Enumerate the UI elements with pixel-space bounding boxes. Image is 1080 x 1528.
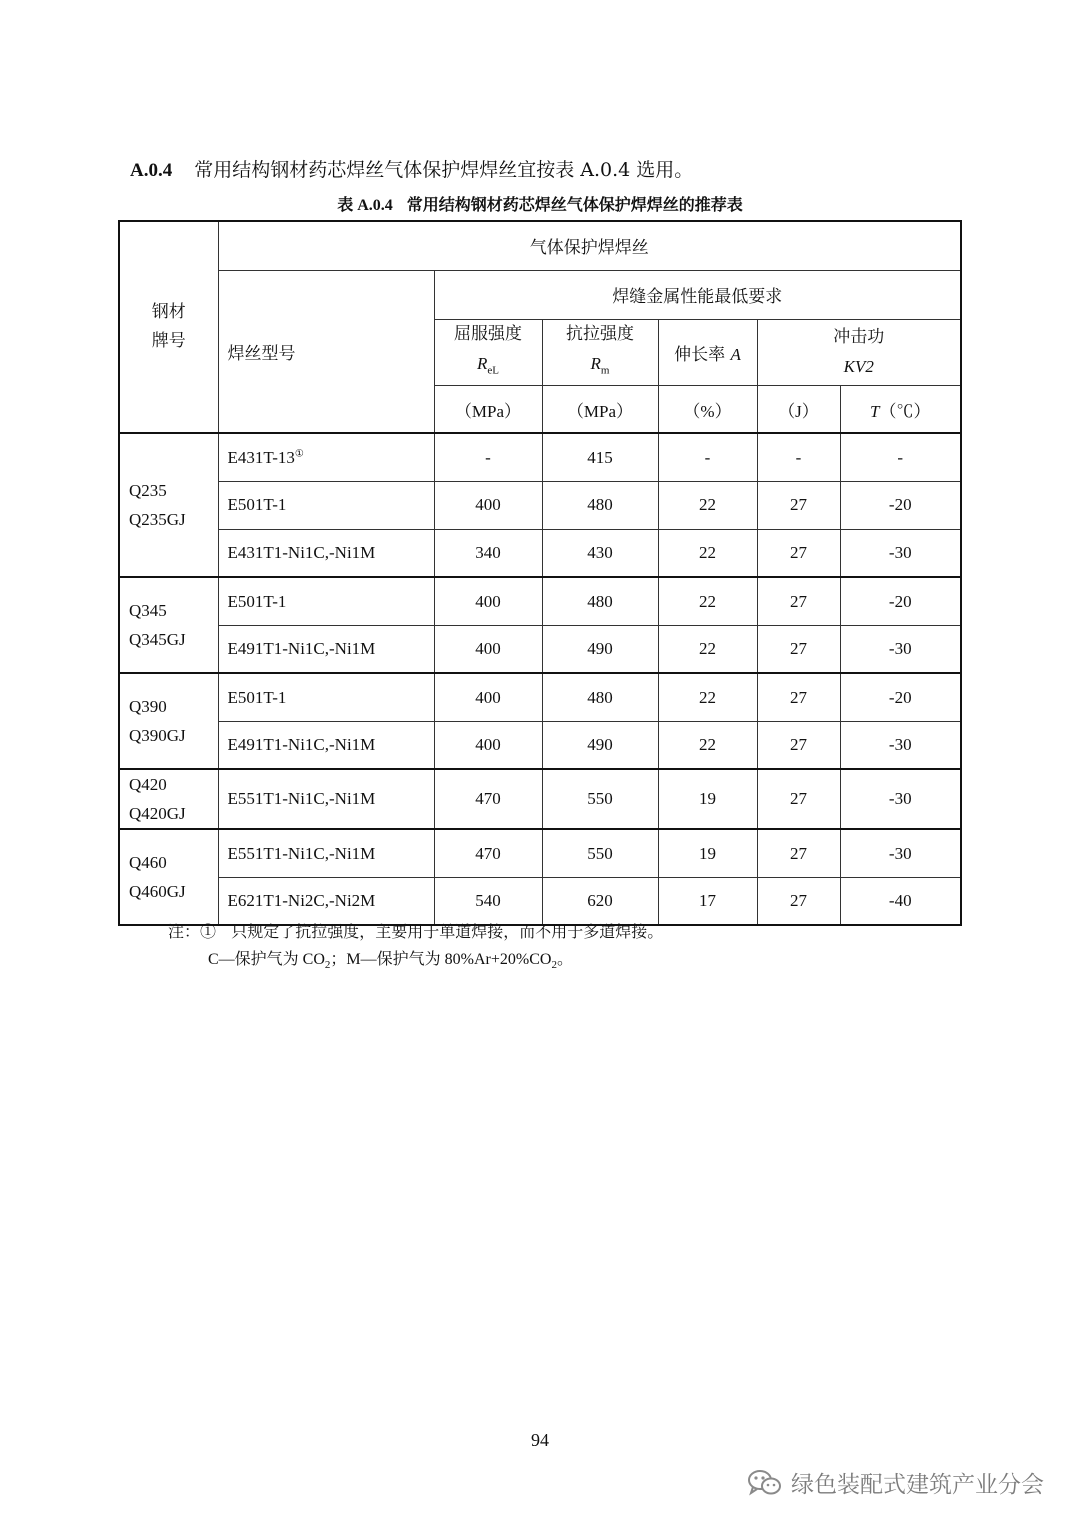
impact-energy-value: 27 — [757, 625, 840, 673]
wechat-icon — [747, 1468, 783, 1498]
clause-number: A.0.4 — [130, 160, 173, 181]
tensile-strength-value: 430 — [542, 529, 658, 577]
impact-energy-value: 27 — [757, 829, 840, 877]
elongation-value: 22 — [658, 721, 757, 769]
impact-energy-value: 27 — [757, 481, 840, 529]
elongation-value: 22 — [658, 625, 757, 673]
tensile-strength-value: 480 — [542, 673, 658, 721]
yield-strength-value: 400 — [434, 721, 542, 769]
table-row — [119, 829, 961, 877]
test-temperature-value: -20 — [840, 577, 961, 625]
test-temperature-value: -30 — [840, 721, 961, 769]
wire-type-cell: E621T1-Ni2C,-Ni2M — [218, 877, 434, 925]
wire-type-cell: E501T-1 — [218, 481, 434, 529]
steel-grade-cell: Q420 Q420GJ — [119, 769, 218, 829]
table-header — [119, 221, 961, 433]
table-row — [119, 481, 961, 529]
wire-type-cell: E501T-1 — [218, 673, 434, 721]
impact-energy-value: 27 — [757, 769, 840, 829]
yield-strength-value: 400 — [434, 673, 542, 721]
table-row — [119, 529, 961, 577]
note-line-1: 只规定了抗拉强度，主要用于单道焊接，而不用于多道焊接。 — [231, 922, 664, 941]
header-impact-energy: 冲击功 KV2 — [757, 319, 961, 385]
wire-type-cell: E431T-13① — [218, 433, 434, 481]
yield-strength-value: 400 — [434, 625, 542, 673]
elongation-value: 17 — [658, 877, 757, 925]
elongation-value: 19 — [658, 829, 757, 877]
steel-grade-cell: Q345 Q345GJ — [119, 577, 218, 673]
impact-energy-value: 27 — [757, 529, 840, 577]
tensile-strength-value: 490 — [542, 721, 658, 769]
yield-strength-value: 340 — [434, 529, 542, 577]
tensile-strength-value: 480 — [542, 481, 658, 529]
unit-yield: （MPa） — [434, 385, 542, 433]
unit-elongation: （%） — [658, 385, 757, 433]
elongation-value: 22 — [658, 673, 757, 721]
wire-type-cell: E491T1-Ni1C,-Ni1M — [218, 625, 434, 673]
elongation-value: - — [658, 433, 757, 481]
test-temperature-value: -30 — [840, 769, 961, 829]
test-temperature-value: -20 — [840, 481, 961, 529]
elongation-value: 19 — [658, 769, 757, 829]
impact-energy-value: 27 — [757, 673, 840, 721]
table-row — [119, 769, 961, 829]
table-caption — [0, 192, 1080, 215]
wire-type-cell: E501T-1 — [218, 577, 434, 625]
clause-text: 常用结构钢材药芯焊丝气体保护焊焊丝宜按表 A.0.4 选用。 — [194, 159, 694, 181]
watermark-text: 绿色装配式建筑产业分会 — [791, 1472, 1044, 1498]
steel-grade-cell: Q235 Q235GJ — [119, 433, 218, 577]
header-tensile-strength: 抗拉强度 $R_m$ — [542, 319, 658, 385]
welding-wire-table — [118, 220, 962, 926]
wire-type-cell: E551T1-Ni1C,-Ni1M — [218, 769, 434, 829]
wire-type-cell: E491T1-Ni1C,-Ni1M — [218, 721, 434, 769]
note-line-2: C—保护气为 $CO_2$；M—保护气为 $80\%Ar+20\%CO_2$。 — [208, 951, 573, 972]
footnote-marker: ① — [294, 447, 304, 459]
test-temperature-value: -30 — [840, 625, 961, 673]
tensile-strength-value: 480 — [542, 577, 658, 625]
clause-heading — [130, 155, 693, 182]
table-caption-title: 常用结构钢材药芯焊丝气体保护焊焊丝的推荐表 — [406, 195, 743, 214]
impact-energy-value: 27 — [757, 577, 840, 625]
header-yield-strength: 屈服强度 $R_{eL}$ — [434, 319, 542, 385]
tensile-strength-value: 550 — [542, 829, 658, 877]
impact-energy-value: - — [757, 433, 840, 481]
table-row — [119, 433, 961, 481]
header-mechanical-properties: 焊缝金属性能最低要求 — [434, 270, 961, 319]
test-temperature-value: -30 — [840, 529, 961, 577]
table-row — [119, 577, 961, 625]
impact-energy-value: 27 — [757, 877, 840, 925]
header-wire-type: 焊丝型号 — [218, 270, 434, 433]
elongation-value: 22 — [658, 481, 757, 529]
elongation-value: 22 — [658, 529, 757, 577]
watermark — [747, 1466, 1044, 1499]
test-temperature-value: - — [840, 433, 961, 481]
yield-strength-value: 470 — [434, 769, 542, 829]
table-row — [119, 673, 961, 721]
tensile-strength-value: 550 — [542, 769, 658, 829]
impact-energy-value: 27 — [757, 721, 840, 769]
steel-grade-cell: Q390 Q390GJ — [119, 673, 218, 769]
header-elongation: 伸长率 A — [658, 319, 757, 385]
table-caption-number: 表 A.0.4 — [337, 197, 393, 214]
tensile-strength-value: 620 — [542, 877, 658, 925]
tensile-strength-value: 415 — [542, 433, 658, 481]
wire-type-cell: E431T1-Ni1C,-Ni1M — [218, 529, 434, 577]
test-temperature-value: -40 — [840, 877, 961, 925]
header-gas-shielded-wire: 气体保护焊焊丝 — [218, 221, 961, 270]
wire-type-cell: E551T1-Ni1C,-Ni1M — [218, 829, 434, 877]
table-note — [168, 918, 663, 979]
yield-strength-value: 400 — [434, 481, 542, 529]
yield-strength-value: 540 — [434, 877, 542, 925]
steel-grade-cell: Q460 Q460GJ — [119, 829, 218, 925]
yield-strength-value: 400 — [434, 577, 542, 625]
yield-strength-value: 470 — [434, 829, 542, 877]
tensile-strength-value: 490 — [542, 625, 658, 673]
page-number: 94 — [531, 1430, 549, 1450]
test-temperature-value: -20 — [840, 673, 961, 721]
header-steel-grade: 钢材 牌号 — [119, 221, 218, 433]
unit-tensile: （MPa） — [542, 385, 658, 433]
note-prefix: 注： — [168, 922, 201, 941]
table-row — [119, 625, 961, 673]
unit-impact-j: （J） — [757, 385, 840, 433]
test-temperature-value: -30 — [840, 829, 961, 877]
yield-strength-value: - — [434, 433, 542, 481]
unit-temperature: T（℃） — [840, 385, 961, 433]
table-row — [119, 721, 961, 769]
elongation-value: 22 — [658, 577, 757, 625]
note-marker: ① — [200, 922, 217, 941]
table-body — [119, 433, 961, 925]
